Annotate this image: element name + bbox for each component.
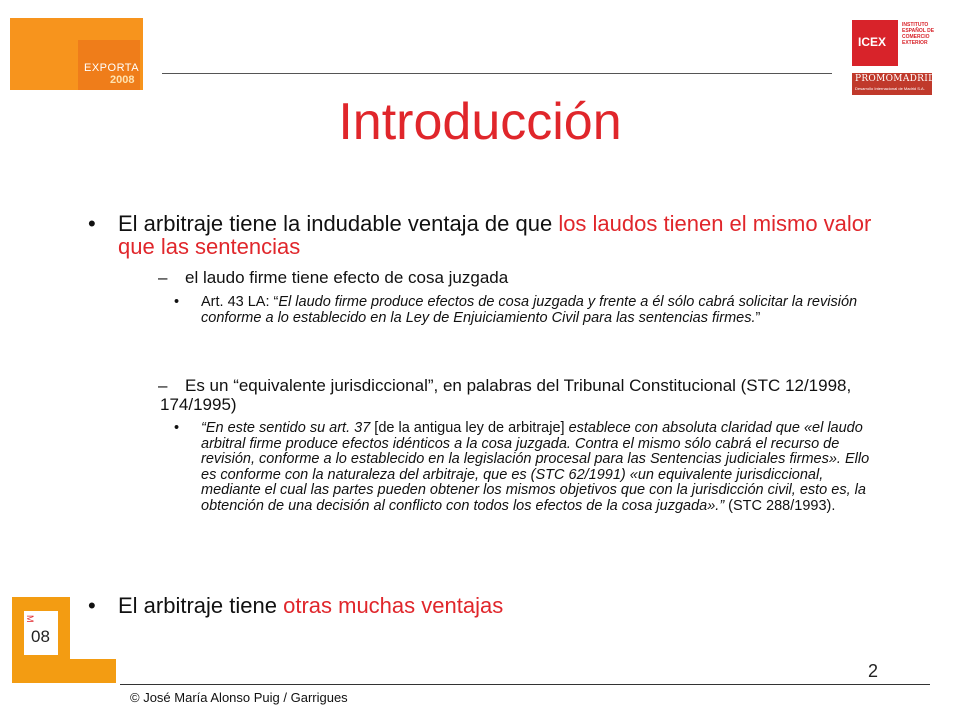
promomadrid-logo-name: PROMOMADRID (855, 74, 936, 84)
header-divider (162, 73, 832, 74)
copyright: © José María Alonso Puig / Garrigues (130, 690, 348, 705)
icex-logo (852, 20, 946, 66)
sub-bullet-1: el laudo firme tiene efecto de cosa juzgada (185, 268, 509, 287)
dash-icon: – (158, 376, 168, 395)
exporta-logo-line2: 2008 (110, 74, 135, 86)
slide-title: Introducción (338, 93, 622, 151)
icex-logo-name: ICEX (858, 35, 887, 49)
sub-sub-bullet-1 (201, 295, 881, 326)
bullet-dot-icon: • (88, 211, 96, 236)
m08-logo (12, 597, 116, 683)
tc-quote-part2: establece con absoluta claridad que «el laudo arbitral firme produce efectos idénticos a la cosa juzgada. Contra el mismo sólo cabrá el recurso de revisión, conforme a lo establecido en la legislación procesal para las Sentencias judiciales firmes». Ello es conforme con la naturaleza del arbitraje, que es (STC 62/1991) «un equivalente jurisdiccional, mediante el cual las partes pueden obtener los mismos objetivos que con la jurisdicción civil, esto es, la obtención de una decisión al conflicto con todos los efectos de la cosa juzgada».” (201, 420, 870, 514)
bullet-1-text: El arbitraje tiene la indudable ventaja de que (118, 211, 559, 236)
article-suffix: ” (755, 309, 761, 326)
article-quote: El laudo firme produce efectos de cosa juzgada y frente a él sólo cabrá solicitar la revisión conforme a lo establecido en la Ley de Enjuiciamiento Civil para las sentencias firmes. (201, 294, 858, 326)
tc-citation: (STC 288/1993). (724, 497, 836, 514)
bullet-1-highlight: los laudos tienen el mismo valor que las sentencias (118, 211, 872, 259)
bullet-dot-icon: • (88, 593, 96, 618)
tc-quote-part1: “En este sentido su art. 37 (201, 420, 375, 436)
m08-logo-number: 08 (31, 627, 50, 646)
small-bullet-icon: • (174, 420, 180, 436)
sub-bullet-2: Es un “equivalente jurisdiccional”, en palabras del Tribunal Constitucional (STC 12/1998, 174/1995) (160, 376, 852, 414)
icex-logo-subtitle: INSTITUTO ESPAÑOL DE COMERCIO EXTERIOR (902, 22, 935, 46)
dash-icon: – (158, 268, 168, 287)
tc-note: [de la antigua ley de arbitraje] (374, 420, 569, 436)
bullet-2-highlight: otras muchas ventajas (283, 593, 504, 618)
promomadrid-logo-subtitle: Desarrollo Internacional de Madrid S.A. (855, 86, 925, 91)
sub-sub-bullet-2 (201, 421, 886, 514)
m08-logo-letter: M (25, 615, 35, 623)
page-number: 2 (868, 661, 879, 681)
article-prefix: Art. 43 LA: “ (201, 294, 279, 310)
bullet-1 (118, 212, 878, 258)
exporta-logo (10, 18, 143, 90)
exporta-logo-line1: EXPORTA (84, 62, 140, 74)
bullet-2-text: El arbitraje tiene (118, 593, 284, 618)
bullet-2 (118, 594, 878, 617)
small-bullet-icon: • (174, 294, 180, 310)
footer-divider (120, 684, 930, 685)
